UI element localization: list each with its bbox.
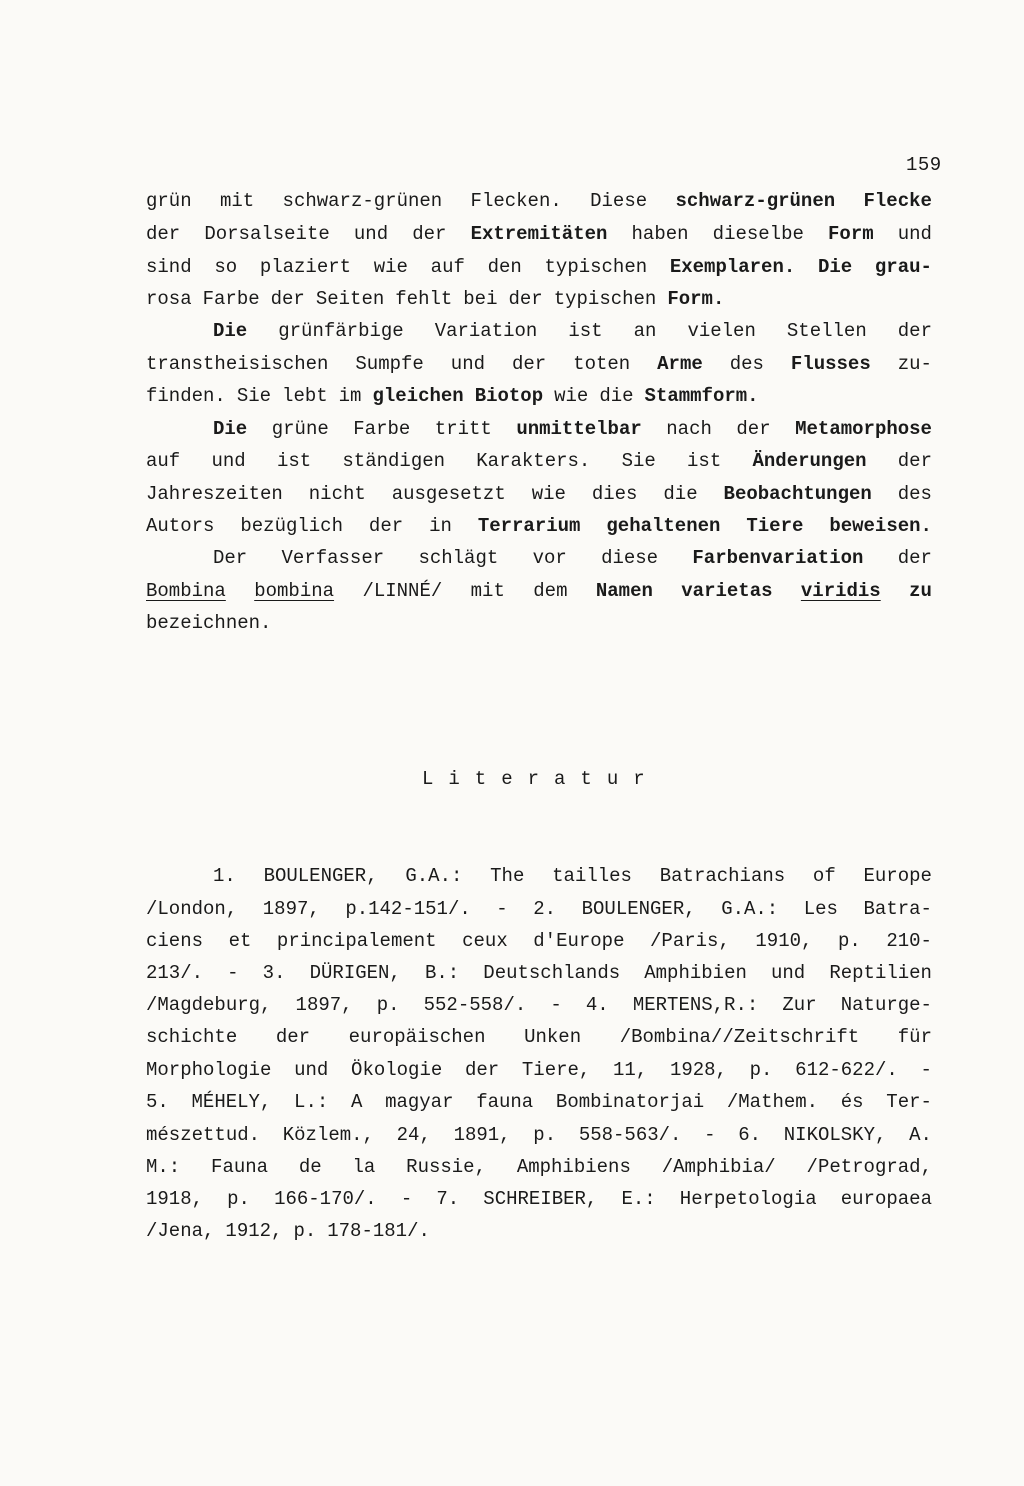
word: Tiere	[746, 515, 804, 537]
word: schlägt	[418, 547, 499, 569]
word: bei	[463, 288, 498, 310]
word: fehlt	[395, 288, 453, 310]
word: die	[599, 385, 634, 407]
word: p.142-151/.	[345, 898, 471, 920]
word: der	[270, 288, 305, 310]
word: of	[812, 865, 836, 887]
word: -	[496, 898, 508, 920]
word: lebt	[282, 385, 328, 407]
page-number: 159	[906, 154, 942, 176]
word: Form	[828, 223, 874, 245]
word: Morphologie	[146, 1059, 272, 1081]
word: Farbe	[202, 288, 260, 310]
word: mészettud.	[146, 1124, 261, 1146]
word: 1918,	[146, 1188, 204, 1210]
word: haben	[631, 223, 689, 245]
word: vor	[532, 547, 567, 569]
word: 210-	[886, 930, 932, 952]
word: 612-622/.	[795, 1059, 898, 1081]
word: p.	[837, 930, 861, 952]
word: tailles	[552, 865, 632, 887]
reference-line	[146, 958, 932, 988]
word: wie	[531, 483, 566, 505]
word: bezeichnen.	[146, 612, 272, 634]
word: ist	[568, 320, 603, 342]
word: Beobachtungen	[723, 483, 872, 505]
word: p.	[293, 1220, 317, 1242]
word: für	[897, 1026, 932, 1048]
word: vielen	[687, 320, 756, 342]
word: wie	[373, 256, 408, 278]
word: Bombina	[146, 580, 226, 602]
word: in	[429, 515, 452, 537]
word: bezüglich	[240, 515, 343, 537]
word: p.	[376, 994, 400, 1016]
word: Verfasser	[281, 547, 385, 569]
word: Form.	[667, 288, 725, 310]
word: der	[275, 1026, 311, 1048]
word: Batrachians	[659, 865, 786, 887]
word: Batra-	[863, 898, 932, 920]
word: SCHREIBER,	[483, 1188, 598, 1210]
word: G.A.:	[721, 898, 779, 920]
word: des	[729, 353, 764, 375]
word: der	[508, 288, 543, 310]
word: /Jena,	[146, 1220, 215, 1242]
word: ausgesetzt	[391, 483, 506, 505]
word: Der	[213, 547, 248, 569]
word: Les	[803, 898, 838, 920]
word: Europe	[863, 865, 932, 887]
reference-line	[146, 1087, 932, 1117]
word: Russie,	[406, 1156, 486, 1178]
word: typischen	[553, 288, 657, 310]
word: zu-	[897, 353, 932, 375]
word: -	[920, 1059, 932, 1081]
text-line	[146, 511, 932, 541]
word: A.	[909, 1124, 932, 1146]
word: Flecken.	[470, 190, 562, 212]
word: ceux	[462, 930, 508, 952]
word: auf	[430, 256, 465, 278]
word: der	[146, 223, 181, 245]
word: der	[897, 320, 932, 342]
word: Karakters.	[476, 450, 591, 472]
word: -	[227, 962, 239, 984]
word: E.:	[621, 1188, 656, 1210]
word: 7.	[436, 1188, 460, 1210]
word: p.	[227, 1188, 250, 1210]
word: der	[464, 1059, 500, 1081]
word: Arme	[657, 353, 703, 375]
word: Dorsalseite	[204, 223, 330, 245]
reference-line	[213, 861, 932, 891]
word: /Paris,	[650, 930, 730, 952]
word: Metamorphose	[795, 418, 932, 440]
word: fauna	[476, 1091, 534, 1113]
word: schwarz-grünen	[675, 190, 836, 212]
word: so	[214, 256, 238, 278]
word: Fauna	[211, 1156, 269, 1178]
word: 178-181/.	[327, 1220, 430, 1242]
word: Die	[213, 320, 248, 342]
word: principalement	[276, 930, 437, 952]
word: L.:	[294, 1091, 329, 1113]
word: Reptilien	[829, 962, 932, 984]
word: Sie	[236, 385, 272, 407]
word: gleichen	[372, 385, 464, 407]
word: europäischen	[348, 1026, 486, 1048]
word: -	[400, 1188, 413, 1210]
word: beweisen.	[829, 515, 932, 537]
word: Namen	[595, 580, 653, 602]
word: und	[450, 353, 486, 375]
word: nicht	[308, 483, 366, 505]
word: 1912,	[225, 1220, 283, 1242]
literature-heading: Literatur	[422, 768, 660, 790]
word: 1910,	[755, 930, 813, 952]
reference-line	[146, 1055, 932, 1085]
word: Die	[213, 418, 248, 440]
reference-line	[146, 926, 932, 956]
word: der	[897, 547, 932, 569]
word: 1928,	[669, 1059, 727, 1081]
word: The	[490, 865, 525, 887]
word: auf	[146, 450, 181, 472]
word: mit	[470, 580, 505, 602]
word: und	[353, 223, 389, 245]
reference-line	[146, 1184, 932, 1214]
word: transtheisischen	[146, 353, 329, 375]
word: BOULENGER,	[263, 865, 378, 887]
word: -	[704, 1124, 716, 1146]
word: Bombinatorjai	[555, 1091, 705, 1113]
text-line	[146, 186, 932, 216]
word: /Bombina//Zeitschrift	[619, 1026, 860, 1048]
text-line	[146, 576, 932, 606]
text-line	[146, 381, 932, 411]
word: p.	[533, 1124, 557, 1146]
word: grün	[146, 190, 192, 212]
text-line	[146, 349, 932, 379]
word: grüne	[271, 418, 329, 440]
word: plaziert	[259, 256, 352, 278]
word: der	[368, 515, 404, 537]
word: ist	[276, 450, 312, 472]
word: 4.	[585, 994, 609, 1016]
word: ciens	[146, 930, 204, 952]
word: nach	[666, 418, 712, 440]
word: varietas	[681, 580, 773, 602]
word: Die	[817, 256, 853, 278]
word: MERTENS,R.:	[632, 994, 759, 1016]
word: zu	[909, 580, 932, 602]
word: 1897,	[295, 994, 353, 1016]
word: ist	[687, 450, 722, 472]
word: et	[228, 930, 252, 952]
word: p.	[749, 1059, 773, 1081]
word: 1.	[213, 865, 236, 887]
reference-line	[146, 1216, 932, 1246]
word: Sie	[621, 450, 656, 472]
word: magyar	[385, 1091, 454, 1113]
word: europaea	[840, 1188, 932, 1210]
word: und	[211, 450, 246, 472]
word: NIKOLSKY,	[783, 1124, 887, 1146]
word: sind	[146, 256, 192, 278]
word: Diese	[590, 190, 648, 212]
word: Tiere,	[521, 1059, 591, 1081]
word: Unken	[524, 1026, 582, 1048]
word: und	[294, 1059, 329, 1081]
word: der	[511, 353, 547, 375]
word: im	[338, 385, 362, 407]
word: Stellen	[786, 320, 867, 342]
word: dem	[533, 580, 568, 602]
word: /Petrograd,	[806, 1156, 932, 1178]
reference-line	[146, 1120, 932, 1150]
word: gehaltenen	[606, 515, 721, 537]
word: der	[736, 418, 771, 440]
word: 11,	[613, 1059, 648, 1081]
word: Biotop	[474, 385, 544, 407]
word: und	[897, 223, 932, 245]
text-line	[213, 316, 932, 346]
text-line	[213, 414, 932, 444]
word: /LINNÉ/	[362, 580, 443, 602]
word: 213/.	[146, 962, 204, 984]
word: /Magdeburg,	[146, 994, 272, 1016]
word: d'Europe	[533, 930, 625, 952]
word: 558-563/.	[578, 1124, 682, 1146]
word: 6.	[738, 1124, 762, 1146]
word: 2.	[533, 898, 557, 920]
word: ständigen	[342, 450, 446, 472]
word: Farbenvariation	[692, 547, 864, 569]
word: 1891,	[453, 1124, 511, 1146]
word: diese	[601, 547, 659, 569]
word: typischen	[544, 256, 648, 278]
word: Ökologie	[351, 1059, 443, 1081]
reference-line	[146, 894, 932, 924]
word: 24,	[396, 1124, 431, 1146]
word: dieselbe	[712, 223, 804, 245]
word: finden.	[146, 385, 226, 407]
word: BOULENGER,	[581, 898, 696, 920]
word: Amphibien	[644, 962, 747, 984]
word: Variation	[434, 320, 538, 342]
word: 5.	[146, 1091, 169, 1113]
word: rosa	[146, 288, 192, 310]
word: Extremitäten	[470, 223, 608, 245]
reference-line	[146, 1022, 932, 1052]
word: Zur	[782, 994, 817, 1016]
word: de	[298, 1156, 322, 1178]
word: dies	[591, 483, 638, 505]
word: MÉHELY,	[191, 1091, 272, 1113]
word: wie	[554, 385, 589, 407]
word: A	[350, 1091, 363, 1113]
word: /Amphibia/	[661, 1156, 776, 1178]
word: Farbe	[353, 418, 411, 440]
word: B.:	[424, 962, 460, 984]
text-line	[146, 252, 932, 282]
text-line	[146, 479, 932, 509]
reference-line	[146, 1152, 932, 1182]
word: toten	[573, 353, 631, 375]
word: den	[487, 256, 522, 278]
word: an	[633, 320, 657, 342]
word: Ter-	[886, 1091, 932, 1113]
word: /London,	[146, 898, 238, 920]
text-line	[213, 543, 932, 573]
word: grünfärbige	[278, 320, 404, 342]
word: /Mathem.	[726, 1091, 819, 1113]
word: mit	[219, 190, 255, 212]
word: Stammform.	[644, 385, 759, 407]
word: Flecke	[863, 190, 932, 212]
word: Seiten	[315, 288, 385, 310]
word: viridis	[800, 580, 881, 602]
word: grau-	[874, 256, 932, 278]
word: 552-558/.	[423, 994, 527, 1016]
word: Autors	[146, 515, 215, 537]
word: la	[352, 1156, 376, 1178]
word: Naturge-	[840, 994, 932, 1016]
word: 3.	[262, 962, 286, 984]
word: 166-170/.	[274, 1188, 377, 1210]
word: Terrarium	[477, 515, 581, 537]
word: schwarz-grünen	[282, 190, 443, 212]
word: unmittelbar	[516, 418, 642, 440]
word: Flusses	[790, 353, 871, 375]
word: der	[412, 223, 447, 245]
word: Közlem.,	[282, 1124, 374, 1146]
word: M.:	[146, 1156, 181, 1178]
word: schichte	[146, 1026, 238, 1048]
word: und	[771, 962, 806, 984]
text-line	[146, 446, 932, 476]
word: Sumpfe	[355, 353, 424, 375]
reference-line	[146, 990, 932, 1020]
word: tritt	[434, 418, 492, 440]
word: és	[840, 1091, 864, 1113]
word: DÜRIGEN,	[309, 962, 401, 984]
word: des	[897, 483, 932, 505]
word: bombina	[254, 580, 335, 602]
word: G.A.:	[405, 865, 463, 887]
word: Exemplaren.	[669, 256, 796, 278]
word: Jahreszeiten	[146, 483, 283, 505]
text-line	[146, 608, 932, 638]
word: 1897,	[262, 898, 320, 920]
word: Änderungen	[752, 450, 867, 472]
text-line	[146, 219, 932, 249]
word: -	[550, 994, 562, 1016]
word: der	[897, 450, 932, 472]
text-line	[146, 284, 932, 314]
word: Deutschlands	[483, 962, 621, 984]
word: Amphibiens	[516, 1156, 631, 1178]
word: die	[663, 483, 698, 505]
word: Herpetologia	[679, 1188, 817, 1210]
